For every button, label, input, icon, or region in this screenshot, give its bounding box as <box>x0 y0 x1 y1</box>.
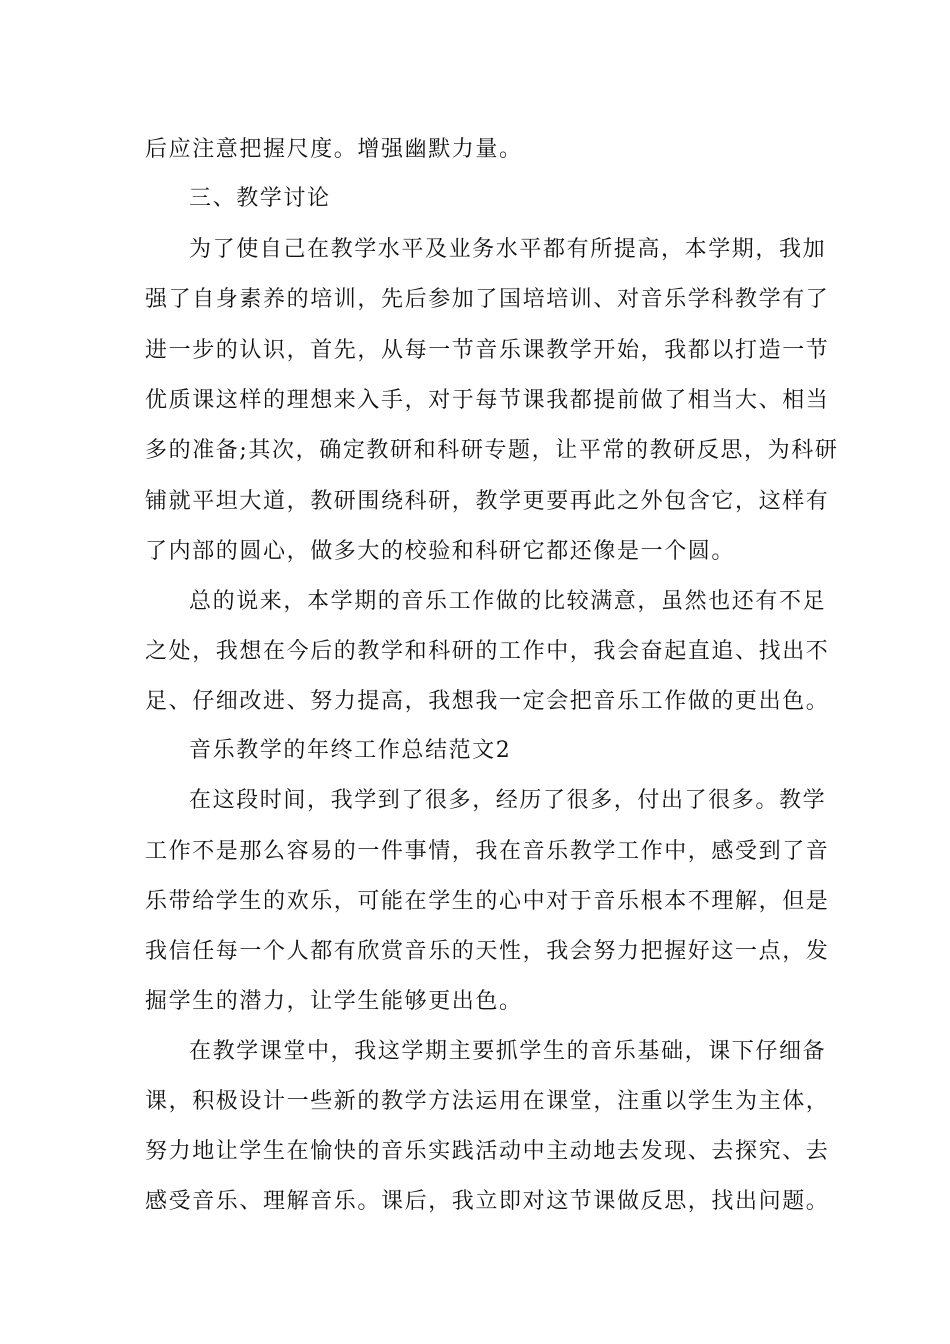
text-line: 足、仔细改进、努力提高，我想我一定会把音乐工作做的更出色。 <box>145 689 830 714</box>
text-line: 工作不是那么容易的一件事情，我在音乐教学工作中，感受到了音 <box>145 839 830 864</box>
text-line: 感受音乐、理解音乐。课后，我立即对这节课做反思，找出问题。 <box>145 1189 830 1214</box>
text-line: 总的说来，本学期的音乐工作做的比较满意，虽然也还有不足 <box>189 589 827 614</box>
text-line: 铺就平坦大道，教研围绕科研，教学更要再此之外包含它，这样有 <box>145 489 830 514</box>
text-line: 后应注意把握尺度。增强幽默力量。 <box>145 137 523 162</box>
text-line: 掘学生的潜力，让学生能够更出色。 <box>145 989 523 1014</box>
text-line: 了内部的圆心，做多大的校验和科研它都还像是一个圆。 <box>145 539 736 564</box>
text-line: 在这段时间，我学到了很多，经历了很多，付出了很多。教学 <box>189 788 827 813</box>
text-line: 之处，我想在今后的教学和科研的工作中，我会奋起直追、找出不 <box>145 639 830 664</box>
text-line: 多的准备;其次，确定教研和科研专题，让平常的教研反思，为科研 <box>145 438 839 463</box>
text-line: 在教学课堂中，我这学期主要抓学生的音乐基础，课下仔细备 <box>189 1039 827 1064</box>
text-line: 课，积极设计一些新的教学方法运用在课堂，注重以学生为主体， <box>145 1089 830 1114</box>
text-line: 进一步的认识，首先，从每一节音乐课教学开始，我都以打造一节 <box>145 338 830 363</box>
text-line: 强了自身素养的培训，先后参加了国培培训、对音乐学科教学有了 <box>145 287 830 312</box>
section-heading: 音乐教学的年终工作总结范文2 <box>189 738 512 763</box>
text-line: 为了使自己在教学水平及业务水平都有所提高，本学期，我加 <box>189 237 827 262</box>
text-line: 努力地让学生在愉快的音乐实践活动中主动地去发现、去探究、去 <box>145 1139 830 1164</box>
text-line: 优质课这样的理想来入手，对于每节课我都提前做了相当大、相当 <box>145 388 830 413</box>
text-line: 我信任每一个人都有欣赏音乐的天性，我会努力把握好这一点，发 <box>145 939 830 964</box>
text-line: 乐带给学生的欢乐，可能在学生的心中对于音乐根本不理解，但是 <box>145 889 830 914</box>
section-heading: 三、教学讨论 <box>189 186 331 211</box>
